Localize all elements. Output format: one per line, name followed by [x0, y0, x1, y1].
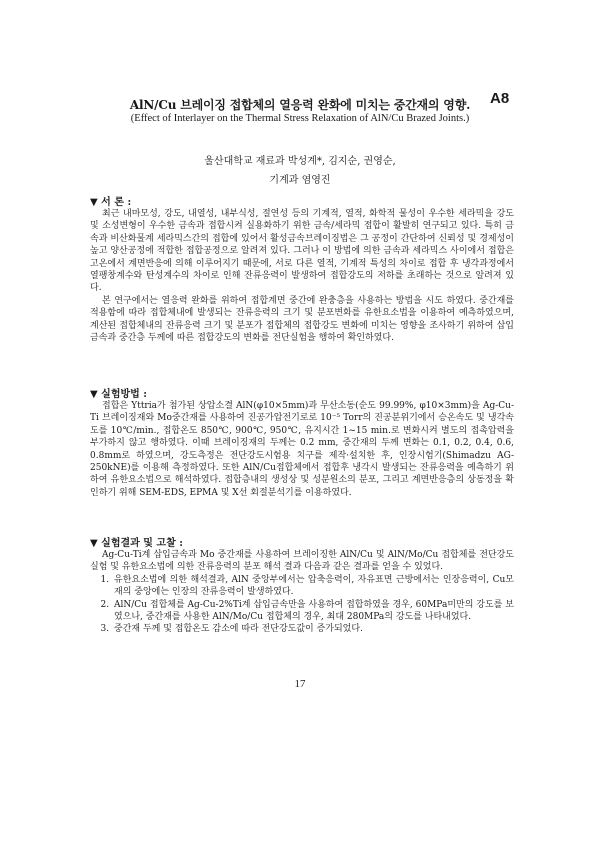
results-item-1: 1. 유한요소법에 의한 해석결과, AlN 중앙부에서는 압축응력이, 자유표면 근방에서는 인장응력이, Cu모재의 중앙에는 인장의 잔류응력이 발생하였다.	[112, 574, 514, 599]
paper-title-english: (Effect of Interlayer on the Thermal Stress Relaxation of AlN/Cu Brazed Joints.)	[130, 113, 470, 124]
authors-line-2: 기계과 염영진	[269, 175, 331, 186]
page-number: 17	[294, 678, 306, 690]
paper-title-korean: AlN/Cu 브레이징 접합체의 열응력 완화에 미치는 중간재의 영향.	[129, 98, 471, 112]
results-item-3: 3. 중간재 두께 및 접합온도 감소에 따라 전단강도값이 증가되었다.	[112, 623, 514, 635]
results-paragraph-1: Ag-Cu-Ti계 삽입금속과 Mo 중간재를 사용하여 브레이징한 AlN/Cu 및 AlN/Mo/Cu 접합체를 전단강도실험 및 유한요소법에 의한 잔류응력의 분포 해석 결과 다음과 같은 결과를 얻을 수 있었다.	[90, 550, 514, 573]
method-paragraph-1: 접합은 Yttria가 첨가된 상압소결 AlN(φ10×5mm)과 무산소동(순도 99.99%, φ10×3mm)을 Ag-Cu-Ti 브레이징재와 Mo중간재를 사용하여 진공가압전기로로 10⁻⁵ Torr의 진공분위기에서 승온속도 및 냉각속도를 10℃/min., 접합온도 850℃, 900℃, 950℃, 유지시간 1~15 min.로 변화시켜 별도의 접촉압력을 부가하지 않고 행하였다. 이때 브레이징재의 두께는 0.2 mm, 중간재의 두께 변화는 0.1, 0.2, 0.4, 0.6, 0.8mm로 하였으며, 강도측정은 전단강도시험용 치구를 제작·설치한 후, 인장시험기(Shimadzu AG-250kNE)를 이용해 측정하였다. 또한 AlN/Cu접합체에서 접합후 냉각시 발생되는 잔류응력을 예측하기 위하여 유한요소법으로 해석하였다. 접합층내의 생성상 및 성분원소의 분포, 그리고 계면반응층의 상동정을 확인하기 위해 SEM-EDS, EPMA 및 X선 회절분석기를 이용하였다.	[90, 401, 514, 498]
section-body-method	[90, 400, 514, 499]
results-item-2: 2. AlN/Cu 접합체를 Ag-Cu-2%Ti계 삽입금속만을 사용하여 접합하였을 경우, 60MPa미만의 강도를 보였으나, 중간재를 사용한 AlN/Mo/Cu 접합체의 경우, 최대 280MPa의 강도를 나타내었다.	[112, 599, 514, 624]
authors-line-1: 울산대학교 재료과 박성계*, 김지순, 권영순,	[204, 156, 396, 167]
section-heading-method: ▼ 실험방법 :	[90, 389, 147, 400]
intro-paragraph-2: 본 연구에서는 열응력 완화를 위하여 접합계면 중간에 완충층을 사용하는 방법을 시도 하였다. 중간재를 적용함에 따라 접합체내에 발생되는 잔류응력의 크기 및 분포변화를 유한요소법을 이용하여 예측하였으며, 계산된 접합체내의 잔류응력 크기 및 분포가 접합체의 접합강도 변화에 미치는 영향을 조사하기 위하여 삽입금속과 중간층 두께에 따른 접합강도의 변화를 전단실험을 행하여 확인하였다.	[90, 295, 514, 344]
author-block	[100, 152, 500, 190]
section-heading-results: ▼ 실험결과 및 고찰 :	[90, 538, 183, 549]
section-body-results	[90, 549, 514, 636]
abstract-code: A8	[490, 90, 510, 107]
results-list	[90, 574, 514, 636]
section-body-intro	[90, 208, 514, 344]
section-heading-intro: ▼ 서 론 :	[90, 197, 132, 208]
intro-paragraph-1: 최근 내마모성, 강도, 내열성, 내부식성, 절연성 등의 기계적, 열적, 화학적 물성이 우수한 세라믹을 강도 및 소성변형이 우수한 금속과 접합시켜 실용화하기 위한 금속/세라믹 접합이 활발히 연구되고 있다. 특히 금속과 비산화물계 세라믹스간의 접합에 있어서 활성금속브레이징법은 그 공정이 간단하여 신뢰성 및 경제성이 높고 양산공정에 적합한 접합공정으로 알려져 있다. 그러나 이 방법에 의한 금속과 세라믹스 사이에서 접합은 고온에서 계면반응에 의해 이루어지기 때문에, 서로 다른 열적, 기계적 특성의 차이로 접합 후 냉각과정에서 열팽창계수와 탄성계수의 차이로 인해 잔류응력이 발생하여 접합강도의 저하를 초래하는 것으로 알려져 있다.	[90, 209, 514, 294]
